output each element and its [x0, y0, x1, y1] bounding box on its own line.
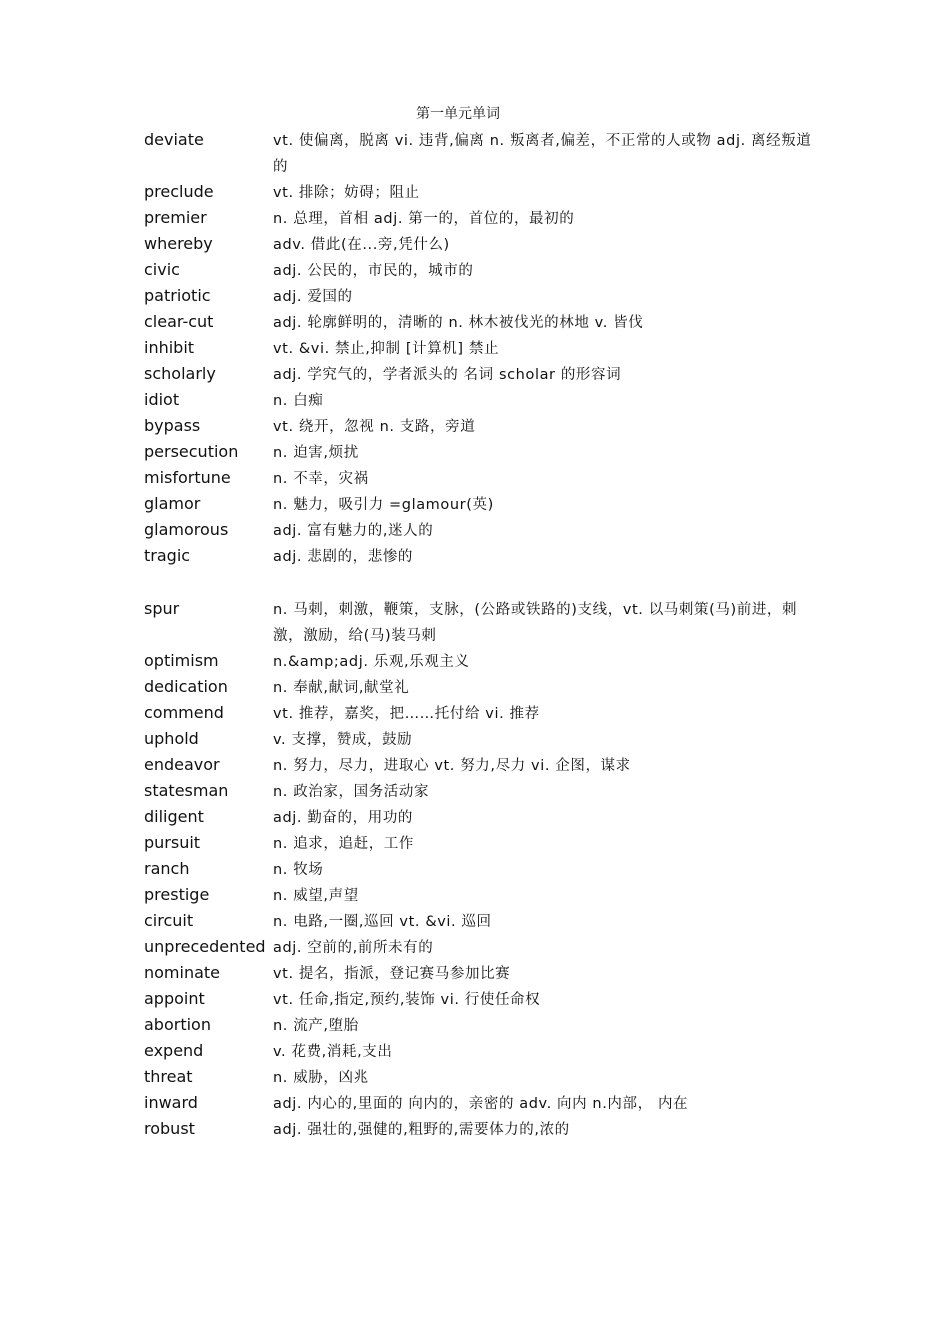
vocab-definition: vt. 提名，指派，登记赛马参加比赛: [273, 966, 511, 983]
vocab-definition: vt. 任命,指定,预约,装饰 vi. 行使任命权: [273, 992, 541, 1009]
vocab-word: glamor: [144, 494, 201, 513]
list-item: [144, 180, 824, 206]
vocab-definition: n. 流产,堕胎: [273, 1018, 359, 1035]
vocab-word: tragic: [144, 546, 191, 565]
vocab-word: circuit: [144, 911, 194, 931]
vocabulary-list: [144, 128, 824, 1143]
list-item: [144, 935, 824, 961]
vocab-definition: adj. 富有魅力的,迷人的: [273, 523, 434, 539]
vocab-word: inward: [144, 1093, 198, 1113]
list-item: [144, 492, 824, 518]
vocab-definition: n. 威望,声望: [273, 888, 359, 905]
vocab-word: pursuit: [144, 833, 201, 853]
vocab-word: robust: [144, 1119, 195, 1139]
vocab-definition: adj. 内心的,里面的 向内的，亲密的 adv. 向内 n.内部， 内在: [273, 1096, 689, 1113]
list-item: [144, 857, 824, 883]
vocab-definition: vt. 推荐，嘉奖，把……托付给 vi. 推荐: [273, 706, 540, 723]
vocab-definition: vt. 使偏离，脱离 vi. 违背,偏离 n. 叛离者,偏差，不正常的人或物 adj. 离经叛道的: [273, 133, 812, 175]
vocab-word: unprecedented: [144, 937, 266, 957]
list-item: [144, 909, 824, 935]
vocab-word: whereby: [144, 234, 213, 253]
vocab-word: abortion: [144, 1015, 211, 1035]
vocab-word: clear-cut: [144, 312, 214, 331]
list-item: [144, 128, 824, 180]
vocab-definition: adj. 空前的,前所未有的: [273, 940, 434, 957]
vocab-definition: adj. 学究气的，学者派头的 名词 scholar 的形容词: [273, 367, 622, 383]
vocab-definition: n. 魅力，吸引力 =glamour(英): [273, 497, 494, 513]
vocab-word: nominate: [144, 963, 221, 983]
vocab-word: commend: [144, 703, 224, 723]
list-item: [144, 310, 824, 336]
vocab-definition: adj. 公民的，市民的，城市的: [273, 263, 474, 279]
vocab-word: persecution: [144, 442, 239, 461]
list-item: [144, 961, 824, 987]
vocab-definition: n. 迫害,烦扰: [273, 445, 359, 461]
list-item: [144, 258, 824, 284]
list-item: [144, 1117, 824, 1143]
vocab-definition: n. 白痴: [273, 393, 324, 409]
vocab-definition: adj. 爱国的: [273, 289, 353, 305]
vocab-definition: vt. &vi. 禁止,抑制 [计算机] 禁止: [273, 341, 500, 357]
vocab-definition: vt. 绕开，忽视 n. 支路，旁道: [273, 419, 476, 435]
list-item: [144, 779, 824, 805]
list-item: [144, 649, 824, 675]
vocab-definition: vt. 排除；妨碍；阻止: [273, 185, 420, 201]
list-item: [144, 466, 824, 492]
vocab-word: preclude: [144, 182, 214, 201]
vocab-word: prestige: [144, 885, 210, 905]
section-spacer: [144, 570, 824, 597]
list-item: [144, 727, 824, 753]
vocab-definition: n. 政治家，国务活动家: [273, 784, 430, 801]
vocab-definition: n. 不幸，灾祸: [273, 471, 369, 487]
vocab-definition: n. 奉献,献词,献堂礼: [273, 680, 410, 697]
list-item: [144, 883, 824, 909]
list-item: [144, 388, 824, 414]
vocab-word: idiot: [144, 390, 180, 409]
vocab-word: patriotic: [144, 286, 211, 305]
list-item: [144, 336, 824, 362]
vocab-word: scholarly: [144, 364, 216, 383]
vocab-word: optimism: [144, 651, 219, 671]
vocab-definition: adj. 强壮的,强健的,粗野的,需要体力的,浓的: [273, 1122, 570, 1139]
list-item: [144, 544, 824, 570]
list-item: [144, 232, 824, 258]
vocab-word: diligent: [144, 807, 204, 827]
list-item: [144, 414, 824, 440]
vocab-word: statesman: [144, 781, 229, 801]
vocab-definition: adv. 借此(在...旁,凭什么): [273, 237, 450, 253]
vocab-definition: v. 支撑，赞成，鼓励: [273, 732, 413, 749]
vocab-word: glamorous: [144, 520, 229, 539]
list-item: [144, 753, 824, 779]
list-item: [144, 518, 824, 544]
list-item: [144, 675, 824, 701]
list-item: [144, 284, 824, 310]
list-item: [144, 440, 824, 466]
vocab-word: premier: [144, 208, 207, 227]
vocab-word: appoint: [144, 989, 205, 1009]
vocab-word: ranch: [144, 859, 190, 879]
vocab-definition: n. 努力，尽力，进取心 vt. 努力,尽力 vi. 企图，谋求: [273, 758, 631, 775]
list-item: [144, 805, 824, 831]
list-item: [144, 597, 824, 649]
list-item: [144, 362, 824, 388]
vocab-word: bypass: [144, 416, 201, 435]
vocab-word: expend: [144, 1041, 204, 1061]
vocab-word: misfortune: [144, 468, 231, 487]
vocab-definition: n. 总理，首相 adj. 第一的，首位的，最初的: [273, 211, 575, 227]
vocab-definition: n.&amp;adj. 乐观,乐观主义: [273, 654, 470, 671]
vocab-word: endeavor: [144, 755, 220, 775]
list-item: [144, 1065, 824, 1091]
vocab-word: deviate: [144, 130, 204, 149]
vocab-definition: n. 电路,一圈,巡回 vt. &vi. 巡回: [273, 914, 492, 931]
vocab-definition: v. 花费,消耗,支出: [273, 1044, 393, 1061]
list-item: [144, 701, 824, 727]
list-item: [144, 831, 824, 857]
vocab-word: threat: [144, 1067, 193, 1087]
list-item: [144, 1091, 824, 1117]
vocab-definition: adj. 轮廓鲜明的，清晰的 n. 林木被伐光的林地 v. 皆伐: [273, 315, 644, 331]
vocab-word: dedication: [144, 677, 228, 697]
list-item: [144, 1039, 824, 1065]
vocab-definition: n. 牧场: [273, 862, 324, 879]
vocab-definition: adj. 勤奋的，用功的: [273, 810, 414, 827]
vocab-word: uphold: [144, 729, 199, 749]
list-item: [144, 1013, 824, 1039]
list-item: [144, 987, 824, 1013]
page-title: 第一单元单词: [416, 106, 500, 122]
vocab-definition: n. 追求，追赶，工作: [273, 836, 415, 853]
vocab-word: spur: [144, 599, 180, 619]
vocab-definition: adj. 悲剧的，悲惨的: [273, 549, 414, 565]
list-item: [144, 206, 824, 232]
vocab-word: civic: [144, 260, 180, 279]
vocab-definition: n. 威胁，凶兆: [273, 1070, 369, 1087]
vocab-word: inhibit: [144, 338, 195, 357]
vocab-definition: n. 马刺，刺激，鞭策，支脉，(公路或铁路的)支线，vt. 以马刺策(马)前进，刺激，激励，给(马)装马刺: [273, 602, 798, 645]
